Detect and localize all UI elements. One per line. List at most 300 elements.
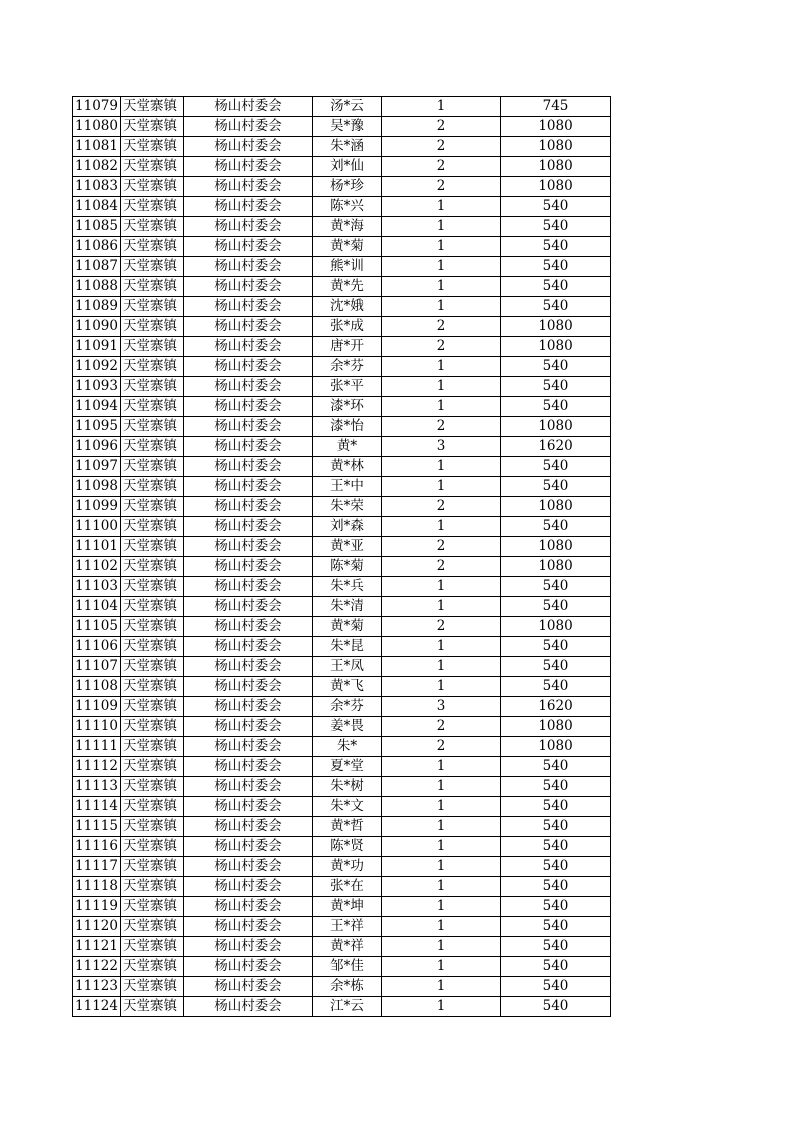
table-row xyxy=(73,757,611,777)
row-id-cell: 11086 xyxy=(73,237,121,257)
row-id-cell: 11104 xyxy=(73,597,121,617)
table-row xyxy=(73,557,611,577)
household-count-cell: 3 xyxy=(382,697,501,717)
name-cell: 王*凤 xyxy=(313,657,382,677)
village-cell: 杨山村委会 xyxy=(184,977,313,997)
town-cell: 天堂寨镇 xyxy=(121,517,184,537)
amount-cell: 1620 xyxy=(501,437,611,457)
household-count-cell: 1 xyxy=(382,577,501,597)
table-row xyxy=(73,537,611,557)
village-cell: 杨山村委会 xyxy=(184,97,313,117)
table-row xyxy=(73,217,611,237)
amount-cell: 540 xyxy=(501,777,611,797)
row-id-cell: 11118 xyxy=(73,877,121,897)
town-cell: 天堂寨镇 xyxy=(121,797,184,817)
row-id-cell: 11109 xyxy=(73,697,121,717)
amount-cell: 540 xyxy=(501,297,611,317)
household-count-cell: 2 xyxy=(382,137,501,157)
amount-cell: 1080 xyxy=(501,557,611,577)
row-id-cell: 11110 xyxy=(73,717,121,737)
town-cell: 天堂寨镇 xyxy=(121,737,184,757)
row-id-cell: 11123 xyxy=(73,977,121,997)
name-cell: 王*祥 xyxy=(313,917,382,937)
row-id-cell: 11099 xyxy=(73,497,121,517)
row-id-cell: 11081 xyxy=(73,137,121,157)
name-cell: 黄*飞 xyxy=(313,677,382,697)
village-cell: 杨山村委会 xyxy=(184,737,313,757)
town-cell: 天堂寨镇 xyxy=(121,817,184,837)
amount-cell: 540 xyxy=(501,577,611,597)
amount-cell: 540 xyxy=(501,457,611,477)
village-cell: 杨山村委会 xyxy=(184,157,313,177)
town-cell: 天堂寨镇 xyxy=(121,657,184,677)
household-count-cell: 1 xyxy=(382,97,501,117)
town-cell: 天堂寨镇 xyxy=(121,257,184,277)
amount-cell: 540 xyxy=(501,657,611,677)
amount-cell: 1620 xyxy=(501,697,611,717)
name-cell: 朱*涵 xyxy=(313,137,382,157)
amount-cell: 540 xyxy=(501,377,611,397)
household-count-cell: 1 xyxy=(382,477,501,497)
name-cell: 黄*先 xyxy=(313,277,382,297)
name-cell: 朱*文 xyxy=(313,797,382,817)
town-cell: 天堂寨镇 xyxy=(121,277,184,297)
town-cell: 天堂寨镇 xyxy=(121,857,184,877)
household-count-cell: 1 xyxy=(382,597,501,617)
village-cell: 杨山村委会 xyxy=(184,757,313,777)
row-id-cell: 11097 xyxy=(73,457,121,477)
row-id-cell: 11113 xyxy=(73,777,121,797)
village-cell: 杨山村委会 xyxy=(184,477,313,497)
village-cell: 杨山村委会 xyxy=(184,537,313,557)
village-cell: 杨山村委会 xyxy=(184,137,313,157)
amount-cell: 1080 xyxy=(501,417,611,437)
table-row xyxy=(73,377,611,397)
village-cell: 杨山村委会 xyxy=(184,797,313,817)
household-count-cell: 1 xyxy=(382,677,501,697)
household-count-cell: 1 xyxy=(382,937,501,957)
row-id-cell: 11096 xyxy=(73,437,121,457)
amount-cell: 1080 xyxy=(501,317,611,337)
household-count-cell: 1 xyxy=(382,217,501,237)
table-row xyxy=(73,477,611,497)
household-count-cell: 1 xyxy=(382,817,501,837)
household-count-cell: 2 xyxy=(382,557,501,577)
table-row xyxy=(73,237,611,257)
table-row xyxy=(73,777,611,797)
amount-cell: 1080 xyxy=(501,157,611,177)
village-cell: 杨山村委会 xyxy=(184,257,313,277)
name-cell: 朱*树 xyxy=(313,777,382,797)
row-id-cell: 11105 xyxy=(73,617,121,637)
name-cell: 漆*怡 xyxy=(313,417,382,437)
name-cell: 余*芬 xyxy=(313,357,382,377)
table-row xyxy=(73,937,611,957)
table-row xyxy=(73,497,611,517)
row-id-cell: 11082 xyxy=(73,157,121,177)
table-row xyxy=(73,797,611,817)
name-cell: 黄* xyxy=(313,437,382,457)
table-row xyxy=(73,257,611,277)
town-cell: 天堂寨镇 xyxy=(121,457,184,477)
amount-cell: 540 xyxy=(501,597,611,617)
household-count-cell: 2 xyxy=(382,177,501,197)
row-id-cell: 11116 xyxy=(73,837,121,857)
town-cell: 天堂寨镇 xyxy=(121,897,184,917)
village-cell: 杨山村委会 xyxy=(184,217,313,237)
table-row xyxy=(73,457,611,477)
town-cell: 天堂寨镇 xyxy=(121,297,184,317)
name-cell: 熊*训 xyxy=(313,257,382,277)
name-cell: 张*在 xyxy=(313,877,382,897)
table-row xyxy=(73,137,611,157)
name-cell: 姜*畏 xyxy=(313,717,382,737)
amount-cell: 540 xyxy=(501,397,611,417)
amount-cell: 540 xyxy=(501,277,611,297)
amount-cell: 1080 xyxy=(501,117,611,137)
table-row xyxy=(73,397,611,417)
household-count-cell: 1 xyxy=(382,917,501,937)
town-cell: 天堂寨镇 xyxy=(121,597,184,617)
name-cell: 朱*荣 xyxy=(313,497,382,517)
row-id-cell: 11101 xyxy=(73,537,121,557)
table-row xyxy=(73,977,611,997)
name-cell: 余*栋 xyxy=(313,977,382,997)
table-row xyxy=(73,877,611,897)
name-cell: 王*中 xyxy=(313,477,382,497)
amount-cell: 540 xyxy=(501,477,611,497)
town-cell: 天堂寨镇 xyxy=(121,177,184,197)
table-row xyxy=(73,517,611,537)
table-body xyxy=(73,97,611,1017)
household-count-cell: 2 xyxy=(382,537,501,557)
table-row xyxy=(73,197,611,217)
household-count-cell: 2 xyxy=(382,337,501,357)
town-cell: 天堂寨镇 xyxy=(121,837,184,857)
amount-cell: 1080 xyxy=(501,177,611,197)
village-cell: 杨山村委会 xyxy=(184,377,313,397)
town-cell: 天堂寨镇 xyxy=(121,957,184,977)
row-id-cell: 11089 xyxy=(73,297,121,317)
village-cell: 杨山村委会 xyxy=(184,697,313,717)
row-id-cell: 11121 xyxy=(73,937,121,957)
table-row xyxy=(73,317,611,337)
amount-cell: 745 xyxy=(501,97,611,117)
row-id-cell: 11115 xyxy=(73,817,121,837)
household-count-cell: 2 xyxy=(382,617,501,637)
household-count-cell: 1 xyxy=(382,657,501,677)
town-cell: 天堂寨镇 xyxy=(121,97,184,117)
name-cell: 黄*功 xyxy=(313,857,382,877)
household-count-cell: 1 xyxy=(382,457,501,477)
town-cell: 天堂寨镇 xyxy=(121,917,184,937)
table-row xyxy=(73,957,611,977)
row-id-cell: 11079 xyxy=(73,97,121,117)
name-cell: 夏*堂 xyxy=(313,757,382,777)
amount-cell: 540 xyxy=(501,877,611,897)
town-cell: 天堂寨镇 xyxy=(121,637,184,657)
village-cell: 杨山村委会 xyxy=(184,497,313,517)
village-cell: 杨山村委会 xyxy=(184,837,313,857)
village-cell: 杨山村委会 xyxy=(184,817,313,837)
table-row xyxy=(73,897,611,917)
household-count-cell: 1 xyxy=(382,377,501,397)
village-cell: 杨山村委会 xyxy=(184,877,313,897)
table-row xyxy=(73,677,611,697)
household-count-cell: 1 xyxy=(382,637,501,657)
village-cell: 杨山村委会 xyxy=(184,657,313,677)
row-id-cell: 11084 xyxy=(73,197,121,217)
row-id-cell: 11098 xyxy=(73,477,121,497)
name-cell: 吴*豫 xyxy=(313,117,382,137)
amount-cell: 1080 xyxy=(501,337,611,357)
table-row xyxy=(73,837,611,857)
name-cell: 朱*兵 xyxy=(313,577,382,597)
town-cell: 天堂寨镇 xyxy=(121,197,184,217)
row-id-cell: 11091 xyxy=(73,337,121,357)
village-cell: 杨山村委会 xyxy=(184,517,313,537)
town-cell: 天堂寨镇 xyxy=(121,477,184,497)
household-count-cell: 1 xyxy=(382,357,501,377)
town-cell: 天堂寨镇 xyxy=(121,577,184,597)
name-cell: 刘*森 xyxy=(313,517,382,537)
name-cell: 张*平 xyxy=(313,377,382,397)
village-cell: 杨山村委会 xyxy=(184,777,313,797)
row-id-cell: 11085 xyxy=(73,217,121,237)
village-cell: 杨山村委会 xyxy=(184,117,313,137)
name-cell: 朱* xyxy=(313,737,382,757)
table-row xyxy=(73,437,611,457)
amount-cell: 540 xyxy=(501,217,611,237)
table-row xyxy=(73,157,611,177)
town-cell: 天堂寨镇 xyxy=(121,617,184,637)
amount-cell: 540 xyxy=(501,257,611,277)
household-count-cell: 2 xyxy=(382,737,501,757)
row-id-cell: 11112 xyxy=(73,757,121,777)
table-row xyxy=(73,357,611,377)
name-cell: 陈*兴 xyxy=(313,197,382,217)
table-row xyxy=(73,657,611,677)
town-cell: 天堂寨镇 xyxy=(121,757,184,777)
table-row xyxy=(73,277,611,297)
town-cell: 天堂寨镇 xyxy=(121,377,184,397)
household-count-cell: 2 xyxy=(382,117,501,137)
amount-cell: 540 xyxy=(501,677,611,697)
village-cell: 杨山村委会 xyxy=(184,897,313,917)
row-id-cell: 11124 xyxy=(73,997,121,1017)
name-cell: 朱*清 xyxy=(313,597,382,617)
row-id-cell: 11117 xyxy=(73,857,121,877)
row-id-cell: 11111 xyxy=(73,737,121,757)
row-id-cell: 11107 xyxy=(73,657,121,677)
village-cell: 杨山村委会 xyxy=(184,417,313,437)
table-row xyxy=(73,917,611,937)
table-row xyxy=(73,857,611,877)
row-id-cell: 11114 xyxy=(73,797,121,817)
household-count-cell: 3 xyxy=(382,437,501,457)
table-row xyxy=(73,617,611,637)
household-count-cell: 2 xyxy=(382,497,501,517)
village-cell: 杨山村委会 xyxy=(184,717,313,737)
table-row xyxy=(73,337,611,357)
household-count-cell: 1 xyxy=(382,777,501,797)
household-count-cell: 1 xyxy=(382,757,501,777)
village-cell: 杨山村委会 xyxy=(184,197,313,217)
amount-cell: 540 xyxy=(501,917,611,937)
village-cell: 杨山村委会 xyxy=(184,317,313,337)
village-cell: 杨山村委会 xyxy=(184,857,313,877)
table-row xyxy=(73,577,611,597)
amount-cell: 1080 xyxy=(501,617,611,637)
village-cell: 杨山村委会 xyxy=(184,637,313,657)
name-cell: 朱*昆 xyxy=(313,637,382,657)
amount-cell: 540 xyxy=(501,757,611,777)
household-count-cell: 1 xyxy=(382,517,501,537)
household-count-cell: 1 xyxy=(382,897,501,917)
row-id-cell: 11087 xyxy=(73,257,121,277)
town-cell: 天堂寨镇 xyxy=(121,557,184,577)
name-cell: 黄*海 xyxy=(313,217,382,237)
table-row xyxy=(73,97,611,117)
town-cell: 天堂寨镇 xyxy=(121,317,184,337)
town-cell: 天堂寨镇 xyxy=(121,937,184,957)
name-cell: 黄*菊 xyxy=(313,617,382,637)
household-count-cell: 1 xyxy=(382,197,501,217)
household-count-cell: 1 xyxy=(382,397,501,417)
household-count-cell: 2 xyxy=(382,157,501,177)
amount-cell: 540 xyxy=(501,957,611,977)
table-row xyxy=(73,417,611,437)
name-cell: 沈*娥 xyxy=(313,297,382,317)
name-cell: 张*成 xyxy=(313,317,382,337)
household-count-cell: 1 xyxy=(382,297,501,317)
table-row xyxy=(73,717,611,737)
name-cell: 黄*哲 xyxy=(313,817,382,837)
beneficiary-table xyxy=(72,96,611,1017)
name-cell: 杨*珍 xyxy=(313,177,382,197)
town-cell: 天堂寨镇 xyxy=(121,977,184,997)
amount-cell: 1080 xyxy=(501,737,611,757)
town-cell: 天堂寨镇 xyxy=(121,237,184,257)
town-cell: 天堂寨镇 xyxy=(121,717,184,737)
name-cell: 汤*云 xyxy=(313,97,382,117)
row-id-cell: 11092 xyxy=(73,357,121,377)
row-id-cell: 11106 xyxy=(73,637,121,657)
village-cell: 杨山村委会 xyxy=(184,277,313,297)
amount-cell: 540 xyxy=(501,197,611,217)
household-count-cell: 1 xyxy=(382,977,501,997)
town-cell: 天堂寨镇 xyxy=(121,437,184,457)
row-id-cell: 11095 xyxy=(73,417,121,437)
row-id-cell: 11090 xyxy=(73,317,121,337)
name-cell: 黄*祥 xyxy=(313,937,382,957)
town-cell: 天堂寨镇 xyxy=(121,397,184,417)
village-cell: 杨山村委会 xyxy=(184,337,313,357)
town-cell: 天堂寨镇 xyxy=(121,417,184,437)
household-count-cell: 2 xyxy=(382,417,501,437)
village-cell: 杨山村委会 xyxy=(184,357,313,377)
row-id-cell: 11080 xyxy=(73,117,121,137)
village-cell: 杨山村委会 xyxy=(184,457,313,477)
name-cell: 黄*坤 xyxy=(313,897,382,917)
row-id-cell: 11119 xyxy=(73,897,121,917)
amount-cell: 1080 xyxy=(501,537,611,557)
village-cell: 杨山村委会 xyxy=(184,237,313,257)
amount-cell: 540 xyxy=(501,837,611,857)
household-count-cell: 1 xyxy=(382,797,501,817)
town-cell: 天堂寨镇 xyxy=(121,697,184,717)
village-cell: 杨山村委会 xyxy=(184,917,313,937)
row-id-cell: 11102 xyxy=(73,557,121,577)
household-count-cell: 1 xyxy=(382,957,501,977)
village-cell: 杨山村委会 xyxy=(184,597,313,617)
town-cell: 天堂寨镇 xyxy=(121,137,184,157)
town-cell: 天堂寨镇 xyxy=(121,997,184,1017)
name-cell: 刘*仙 xyxy=(313,157,382,177)
amount-cell: 1080 xyxy=(501,137,611,157)
name-cell: 江*云 xyxy=(313,997,382,1017)
amount-cell: 540 xyxy=(501,937,611,957)
town-cell: 天堂寨镇 xyxy=(121,357,184,377)
town-cell: 天堂寨镇 xyxy=(121,337,184,357)
amount-cell: 540 xyxy=(501,817,611,837)
village-cell: 杨山村委会 xyxy=(184,297,313,317)
table-row xyxy=(73,297,611,317)
row-id-cell: 11100 xyxy=(73,517,121,537)
town-cell: 天堂寨镇 xyxy=(121,117,184,137)
town-cell: 天堂寨镇 xyxy=(121,537,184,557)
household-count-cell: 1 xyxy=(382,257,501,277)
town-cell: 天堂寨镇 xyxy=(121,217,184,237)
table-row xyxy=(73,637,611,657)
row-id-cell: 11122 xyxy=(73,957,121,977)
village-cell: 杨山村委会 xyxy=(184,577,313,597)
amount-cell: 540 xyxy=(501,857,611,877)
row-id-cell: 11108 xyxy=(73,677,121,697)
village-cell: 杨山村委会 xyxy=(184,677,313,697)
household-count-cell: 1 xyxy=(382,237,501,257)
name-cell: 黄*林 xyxy=(313,457,382,477)
amount-cell: 540 xyxy=(501,237,611,257)
name-cell: 黄*菊 xyxy=(313,237,382,257)
row-id-cell: 11094 xyxy=(73,397,121,417)
amount-cell: 540 xyxy=(501,997,611,1017)
household-count-cell: 1 xyxy=(382,277,501,297)
name-cell: 陈*菊 xyxy=(313,557,382,577)
table-row xyxy=(73,817,611,837)
table-row xyxy=(73,597,611,617)
amount-cell: 540 xyxy=(501,797,611,817)
table-row xyxy=(73,997,611,1017)
amount-cell: 540 xyxy=(501,977,611,997)
amount-cell: 540 xyxy=(501,517,611,537)
amount-cell: 540 xyxy=(501,357,611,377)
village-cell: 杨山村委会 xyxy=(184,177,313,197)
table-row xyxy=(73,737,611,757)
village-cell: 杨山村委会 xyxy=(184,617,313,637)
row-id-cell: 11088 xyxy=(73,277,121,297)
town-cell: 天堂寨镇 xyxy=(121,877,184,897)
household-count-cell: 1 xyxy=(382,857,501,877)
name-cell: 黄*亚 xyxy=(313,537,382,557)
amount-cell: 1080 xyxy=(501,497,611,517)
town-cell: 天堂寨镇 xyxy=(121,497,184,517)
town-cell: 天堂寨镇 xyxy=(121,677,184,697)
row-id-cell: 11103 xyxy=(73,577,121,597)
name-cell: 陈*贤 xyxy=(313,837,382,857)
amount-cell: 540 xyxy=(501,637,611,657)
town-cell: 天堂寨镇 xyxy=(121,777,184,797)
